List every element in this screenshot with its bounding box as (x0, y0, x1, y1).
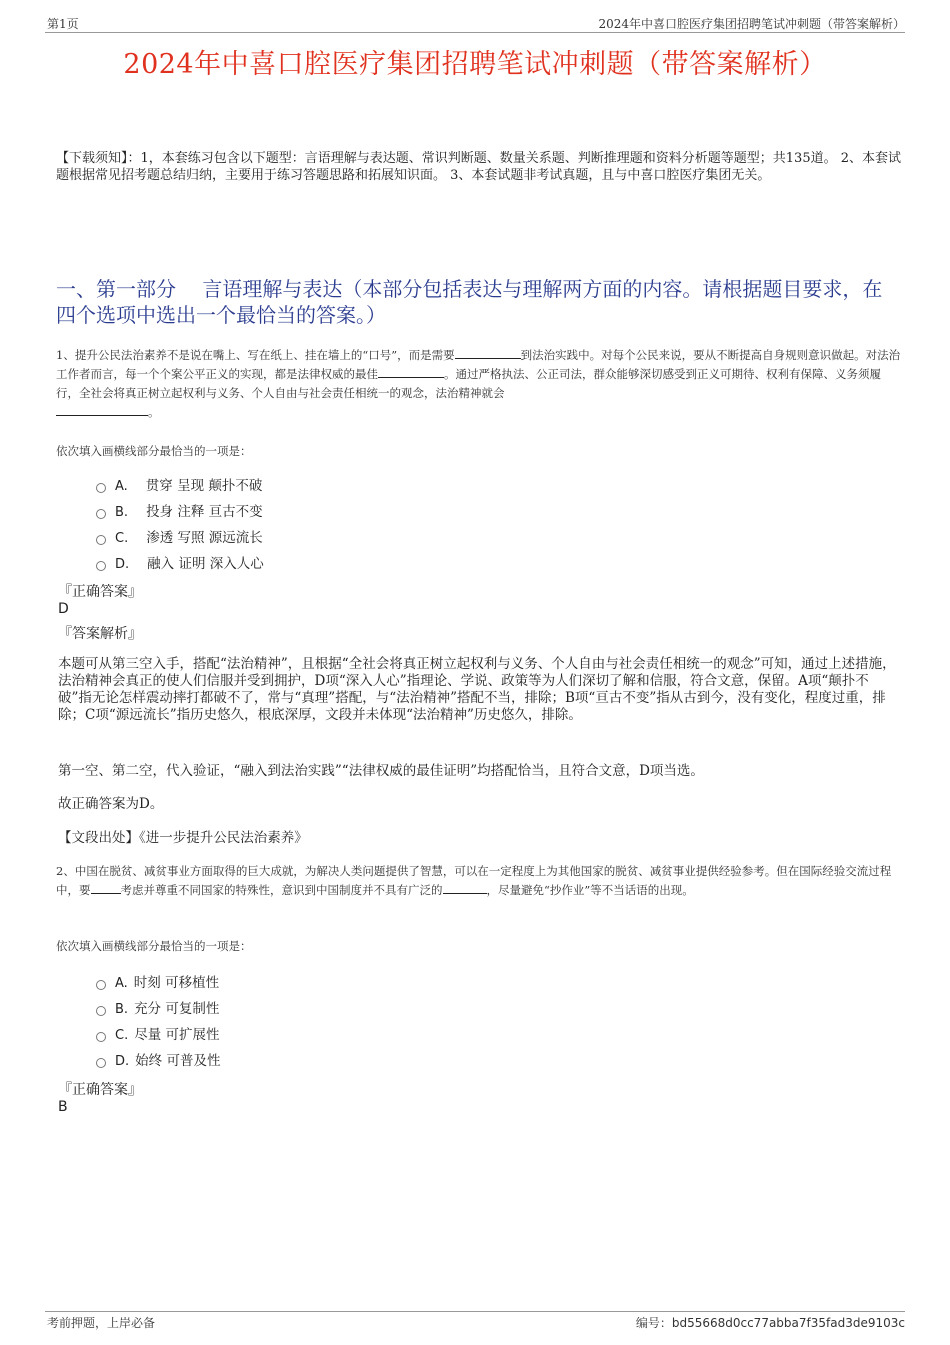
option-text: 始终 可普及性 (135, 1053, 221, 1069)
question-1-analysis-paragraph-1: 本题可从第三空入手，搭配“法治精神”，且根据“全社会将真正树立起权利与义务、个人自由与社会责任相统一的观念”可知，通过上述措施，法治精神会真正的使人们信服并受到拥护，D项“深入人心”指理论、学说、政策等为人们深切了解和信服，符合文意，保留。A项“颠扑不破”指无论怎样震动摔打都破不了，常与“真理”搭配，与“法治精神”搭配不当，排除；B项“亘古不变”指从古到今，没有变化，程度过重，排除；C项“源远流长”指历史悠久，根底深厚，文段并未体现“法治精神”历史悠久，排除。 (58, 656, 896, 723)
question-2-option-d[interactable] (96, 1051, 220, 1071)
question-1-option-a[interactable] (96, 476, 262, 496)
footer-code-value: bd55668d0cc77abba7f35fad3de9103c (671, 1316, 905, 1330)
option-text: 时刻 可移植性 (133, 975, 220, 991)
question-2-part-3: ，尽量避免“抄作业”等不当话语的出现。 (486, 883, 694, 897)
header-page-number: 第1页 (47, 17, 79, 31)
question-2-blank-1 (91, 881, 121, 894)
question-1-option-c[interactable] (96, 528, 263, 548)
question-1-text (56, 346, 902, 422)
option-letter: C. (115, 1028, 129, 1043)
question-2-part-2: 考虑并尊重不同国家的特殊性，意识到中国制度并不具有广泛的 (120, 883, 443, 897)
question-1-part-4: 。 (148, 405, 160, 419)
section-heading: 一、第一部分 言语理解与表达（本部分包括表达与理解两方面的内容。请根据题目要求，在四个选项中选出一个最恰当的答案。） (56, 277, 883, 327)
footer-slogan: 考前押题，上岸必备 (47, 1316, 156, 1330)
option-text: 充分 可复制性 (134, 1001, 220, 1017)
question-1-analysis-label: 『答案解析』 (58, 626, 142, 642)
option-text: 尽量 可扩展性 (134, 1027, 220, 1043)
question-1-answer-label: 『正确答案』 (58, 584, 142, 600)
question-2-text (56, 862, 902, 900)
question-2-part-1: 2、中国在脱贫、减贫事业方面取得的巨大成就，为解决人类问题提供了智慧，可以在一定程度上为其他国家的脱贫、减贫事业提供经验参考。但在国际经验交流过程中，要 (56, 864, 892, 897)
option-letter: B. (115, 1002, 129, 1017)
question-2-option-b[interactable] (96, 999, 219, 1019)
question-1-analysis-paragraph-2: 第一空、第二空，代入验证，“融入到法治实践”“法律权威的最佳证明”均搭配恰当，且符合文意，D项当选。 (58, 763, 704, 779)
radio-icon[interactable] (96, 561, 106, 571)
option-letter: A. (115, 479, 128, 494)
option-text: 投身 注释 亘古不变 (146, 504, 263, 520)
option-letter: C. (115, 531, 129, 546)
footer-document-code (636, 1314, 905, 1331)
option-letter: D. (115, 557, 130, 572)
option-letter: D. (115, 1054, 130, 1069)
question-1-analysis-paragraph-3: 故正确答案为D。 (58, 796, 164, 812)
question-1-source: 【文段出处】《进一步提升公民法治素养》 (58, 830, 308, 846)
radio-icon[interactable] (96, 980, 106, 990)
question-2-answer-label: 『正确答案』 (58, 1082, 142, 1098)
download-notice: 【下载须知】：1，本套练习包含以下题型：言语理解与表达题、常识判断题、数量关系题、判断推理题和资料分析题等题型；共135道。 2、本套试题根据常见招考题总结归纳，主要用于练习答题思路和拓展知识面。 3、本套试题非考试真题，且与中喜口腔医疗集团无关。 (56, 151, 901, 183)
question-2-answer: B (58, 1099, 68, 1115)
option-text: 融入 证明 深入人心 (147, 556, 264, 572)
header-document-title: 2024年中喜口腔医疗集团招聘笔试冲刺题（带答案解析） (598, 17, 905, 31)
radio-icon[interactable] (96, 1006, 106, 1016)
option-letter: A. (115, 976, 128, 991)
option-text: 渗透 写照 源远流长 (146, 530, 263, 546)
question-2-option-c[interactable] (96, 1025, 220, 1045)
question-1-blank-3 (56, 403, 148, 416)
question-1-prompt: 依次填入画横线部分最恰当的一项是： (56, 444, 252, 458)
question-1-part-1: 1、提升公民法治素养不是说在嘴上、写在纸上、挂在墙上的“口号”，而是需要 (56, 348, 455, 362)
radio-icon[interactable] (96, 535, 106, 545)
question-1-option-b[interactable] (96, 502, 263, 522)
radio-icon[interactable] (96, 483, 106, 493)
question-2-blank-2 (443, 881, 487, 894)
option-text: 贯穿 呈现 颠扑不破 (145, 478, 263, 494)
radio-icon[interactable] (96, 509, 106, 519)
question-1-blank-1 (455, 346, 521, 359)
header-divider (45, 32, 905, 33)
question-2-option-a[interactable] (96, 973, 219, 993)
footer-divider (45, 1311, 905, 1312)
option-letter: B. (115, 505, 129, 520)
footer-code-label: 编号： (635, 1316, 672, 1330)
radio-icon[interactable] (96, 1058, 106, 1068)
question-2-prompt: 依次填入画横线部分最恰当的一项是： (56, 939, 252, 953)
radio-icon[interactable] (96, 1032, 106, 1042)
question-1-part-3: 。通过严格执法、公正司法，群众能够深切感受到正义可期待、权利有保障、义务须履行，全社会将真正树立起权利与义务、个人自由与社会责任相统一的观念，法治精神就会 (56, 367, 881, 400)
question-1-option-d[interactable] (96, 554, 264, 574)
question-1-blank-2 (378, 365, 444, 378)
question-1-part-2: 到法治实践中。对每个公民来说，要从不断提高自身规则意识做起。对法治工作者而言，每一个个案公平正义的实现，都是法律权威的最佳 (56, 348, 901, 381)
question-1-answer: D (58, 601, 69, 617)
document-title: 2024年中喜口腔医疗集团招聘笔试冲刺题（带答案解析） (123, 49, 827, 80)
